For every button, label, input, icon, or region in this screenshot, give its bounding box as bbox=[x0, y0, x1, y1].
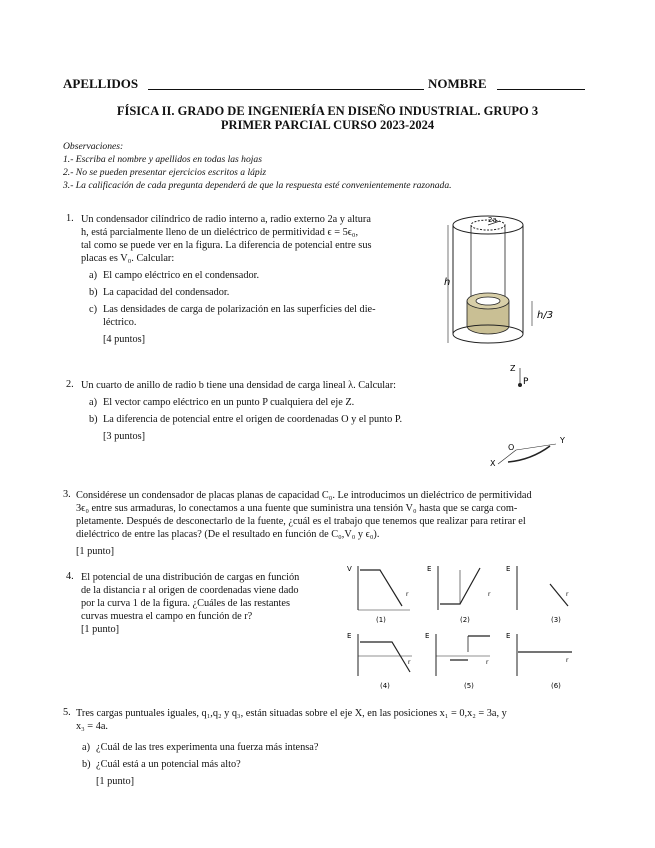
q2-part-label: b) bbox=[89, 414, 98, 425]
surname-label: APELLIDOS bbox=[63, 76, 139, 91]
graph-4-ylabel: E bbox=[347, 632, 352, 640]
q2-text: Un cuarto de anillo de radio b tiene una densidad de carga lineal λ. Calcular: bbox=[81, 380, 397, 391]
q4-points: [1 punto] bbox=[81, 624, 120, 635]
q3-line: pletamente. Después de desconectarlo de la fuente, ¿cuál es el trabajo que tenemos que realizar para retirar el bbox=[76, 516, 526, 527]
q1-number: 1. bbox=[66, 213, 74, 224]
q5-text bbox=[76, 707, 507, 733]
observations-heading: Observaciones: bbox=[63, 141, 124, 152]
name-label: NOMBRE bbox=[428, 76, 487, 91]
graph-4 bbox=[347, 632, 412, 690]
graph-3-caption: (3) bbox=[551, 616, 561, 624]
q1-line: Un condensador cilíndrico de radio interno a, radio externo 2a y altura bbox=[81, 214, 371, 225]
q3-line: dieléctrico de entre las placas? (De el resultado en función de C₀,V₀ y ϵ₀). bbox=[76, 529, 380, 540]
graph-3 bbox=[506, 565, 569, 624]
q4-line: por la curva 1 de la figura. ¿Cuáles de las restantes bbox=[81, 598, 290, 609]
q5-part-label: a) bbox=[82, 742, 90, 753]
q1-capacitor-figure bbox=[440, 212, 560, 354]
q2-number: 2. bbox=[66, 379, 74, 390]
graph-3-xlabel: r bbox=[566, 591, 569, 598]
observation-item: 2.- No se pueden presentar ejercicios escritos a lápiz bbox=[63, 167, 267, 178]
q4-number: 4. bbox=[66, 571, 74, 582]
graph-6 bbox=[506, 632, 572, 690]
graph-6-ylabel: E bbox=[506, 632, 511, 640]
q1-line: placas es V₀. Calcular: bbox=[81, 253, 175, 264]
graph-4-caption: (4) bbox=[380, 682, 390, 690]
surname-line[interactable] bbox=[148, 89, 424, 90]
q3-number: 3. bbox=[63, 489, 71, 500]
q1-fig-label-h3: h/3 bbox=[537, 310, 554, 321]
observation-item: 3.- La calificación de cada pregunta dependerá de que la respuesta esté convenientemente razonada. bbox=[63, 180, 452, 191]
graph-2-caption: (2) bbox=[460, 616, 470, 624]
q2-points: [3 puntos] bbox=[103, 431, 146, 442]
q2-fig-y: Y bbox=[560, 436, 565, 445]
graph-1 bbox=[347, 565, 410, 624]
q5-points: [1 punto] bbox=[96, 776, 135, 787]
q1-part-label: a) bbox=[89, 270, 97, 281]
q2-fig-z: Z bbox=[510, 364, 516, 373]
graph-4-xlabel: r bbox=[408, 659, 411, 666]
q1-line: h, está parcialmente lleno de un dieléctrico de permitividad ϵ = 5ϵ₀, bbox=[81, 227, 359, 238]
q1-text bbox=[81, 213, 371, 265]
graph-2-ylabel: E bbox=[427, 565, 432, 573]
graph-3-ylabel: E bbox=[506, 565, 511, 573]
q2-part-text: La diferencia de potencial entre el origen de coordenadas O y el punto P. bbox=[103, 414, 403, 425]
q5-line: x₃ = 4a. bbox=[76, 721, 108, 732]
q1-points: [4 puntos] bbox=[103, 334, 146, 345]
graph-1-caption: (1) bbox=[376, 616, 386, 624]
graph-2 bbox=[427, 565, 491, 624]
exam-subtitle: PRIMER PARCIAL CURSO 2023-2024 bbox=[220, 118, 435, 132]
q2-ring-figure bbox=[486, 360, 581, 472]
q4-line: El potencial de una distribución de cargas en función bbox=[81, 572, 300, 583]
q1-part-label: b) bbox=[89, 287, 98, 298]
q2-fig-o: O bbox=[508, 443, 515, 452]
q1-part-text: Las densidades de carga de polarización en las superficies del die- bbox=[103, 304, 376, 315]
q2-part-label: a) bbox=[89, 397, 97, 408]
q2-part-text: El vector campo eléctrico en un punto P cualquiera del eje Z. bbox=[103, 397, 355, 408]
q4-line: curvas muestra el campo en función de r? bbox=[81, 611, 253, 622]
graph-5-caption: (5) bbox=[464, 682, 474, 690]
q1-part-text: léctrico. bbox=[103, 317, 137, 328]
q2-fig-x: X bbox=[490, 459, 496, 468]
graph-6-xlabel: r bbox=[566, 657, 569, 664]
q5-part-text: ¿Cuál de las tres experimenta una fuerza más intensa? bbox=[96, 742, 319, 753]
graph-6-caption: (6) bbox=[551, 682, 561, 690]
graph-5 bbox=[425, 632, 490, 690]
q1-line: tal como se puede ver en la figura. La diferencia de potencial entre sus bbox=[81, 240, 372, 251]
q1-part-text: La capacidad del condensador. bbox=[103, 287, 230, 298]
q1-fig-label-2a: 2a bbox=[488, 216, 497, 224]
q1-part-label: c) bbox=[89, 304, 97, 315]
q5-part-text: ¿Cuál está a un potencial más alto? bbox=[96, 759, 241, 770]
q3-points: [1 punto] bbox=[76, 546, 115, 557]
graph-1-xlabel: r bbox=[406, 591, 409, 598]
q4-text bbox=[81, 571, 299, 636]
graph-1-ylabel: V bbox=[347, 565, 352, 573]
q4-line: de la distancia r al origen de coordenadas viene dado bbox=[81, 585, 299, 596]
q2-fig-p: P bbox=[523, 377, 529, 387]
q1-part-text: El campo eléctrico en el condensador. bbox=[103, 270, 260, 281]
graph-5-xlabel: r bbox=[486, 659, 489, 666]
name-line[interactable] bbox=[497, 89, 585, 90]
q3-line: 3ϵ₀ entre sus armaduras, lo conectamos a una fuente que suministra una tensión V₀ hasta que se carga com- bbox=[76, 503, 518, 514]
graph-2-xlabel: r bbox=[488, 591, 491, 598]
q5-number: 5. bbox=[63, 707, 71, 718]
observation-item: 1.- Escriba el nombre y apellidos en todas las hojas bbox=[63, 154, 262, 165]
graph-5-ylabel: E bbox=[425, 632, 430, 640]
q1-fig-label-h: h bbox=[444, 277, 451, 288]
q5-part-label: b) bbox=[82, 759, 91, 770]
exam-title: FÍSICA II. GRADO DE INGENIERÍA EN DISEÑO INDUSTRIAL. GRUPO 3 bbox=[116, 104, 539, 118]
q5-line: Tres cargas puntuales iguales, q₁,q₂ y q₃, están situadas sobre el eje X, en las posiciones x₁ = 0,x₂ = 3a, y bbox=[76, 708, 507, 719]
q4-graphs-figure bbox=[340, 560, 585, 692]
q3-line: Considérese un condensador de placas planas de capacidad C₀. Le introducimos un dieléctrico de permitividad bbox=[76, 490, 532, 501]
q3-text bbox=[76, 489, 532, 541]
